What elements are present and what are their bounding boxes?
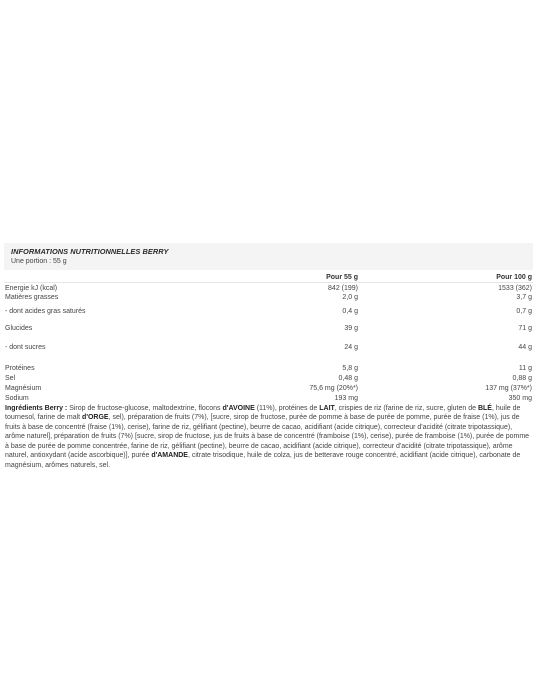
ingredients-segment: (11%), protéines de xyxy=(254,404,320,412)
value-per-100g: 0,7 g xyxy=(516,307,532,315)
value-per-portion: 39 g xyxy=(344,324,358,332)
nutrition-panel xyxy=(4,243,533,471)
table-row xyxy=(4,339,533,364)
row-label: Glucides xyxy=(5,324,33,332)
row-label: Magnésium xyxy=(5,385,42,392)
row-label: Energie kJ (kcal) xyxy=(4,283,204,293)
ingredients-segment: , crispies de riz (farine de riz, sucre, gluten de xyxy=(334,404,478,412)
ingredients-segment: , citrate trisodique, huile de colza, jus de betterave rouge concentré, acidifiant (acide citrique), carbonate de magnésium, arômes naturels, sel. xyxy=(5,452,521,470)
value-per-portion: 24 g xyxy=(344,343,358,351)
table-row xyxy=(4,394,533,404)
nutrition-title: INFORMATIONS NUTRITIONNELLES BERRY xyxy=(11,247,169,256)
table-header-row xyxy=(4,270,533,283)
value-per-100g: 3,7 g xyxy=(516,294,532,301)
column-header-100g: Pour 100 g xyxy=(496,274,532,281)
allergen-milk: LAIT xyxy=(319,404,335,412)
table-row xyxy=(4,293,533,303)
allergen-wheat: BLÉ xyxy=(477,404,492,412)
ingredients-segment: , huile de tournesol, farine de malt xyxy=(5,404,521,422)
value-per-portion: 0,4 g xyxy=(342,307,358,315)
row-label: - dont sucres xyxy=(5,343,46,351)
portion-size: Une portion : 55 g xyxy=(11,258,67,265)
value-per-100g: 1533 (362) xyxy=(358,283,533,293)
value-per-100g: 0,88 g xyxy=(512,375,532,382)
allergen-barley: d'ORGE xyxy=(82,414,109,422)
value-per-portion: 5,8 g xyxy=(342,365,358,372)
value-per-portion: 2,0 g xyxy=(342,294,358,301)
table-row xyxy=(4,283,533,293)
row-label: Matières grasses xyxy=(5,294,59,301)
value-per-100g: 44 g xyxy=(518,343,532,351)
ingredients-text xyxy=(4,404,533,471)
value-per-portion: 75,6 mg (20%*) xyxy=(309,385,358,392)
nutrition-table xyxy=(4,270,533,404)
value-per-portion: 193 mg xyxy=(334,395,358,402)
row-label: Protéines xyxy=(5,365,35,372)
table-row xyxy=(4,364,533,374)
table-row xyxy=(4,384,533,394)
ingredients-segment: , sel), préparation de fruits (7%), [sucre, sirop de fructose, purée de pomme à base de purée de pomme, purée de fraise (1%), jus de fruits à base de concentré (fraise (1%), cerise), farine de riz, gélifiant (pectine), beurre de cacao, acidifiant (acide citrique), correcteur d'acidité (citrate tripotassique), arôme naturel], préparation de fruits (7%) [sucre, sirop de fructose, jus de fruits à base de concentré (framboise (1%), cerise), purée de framboise (1%), purée de pomme à base de purée de pomme concentrée, farine de riz, gélifiant (pectine), beurre de cacao, acidifiant (acide citrique), correcteur d'acidité (citrate tripotassique), arôme naturel, antioxydant (acide ascorbique)], purée xyxy=(5,414,530,460)
value-per-portion: 842 (199) xyxy=(204,283,358,293)
nutrition-header xyxy=(4,243,533,270)
ingredients-label: Ingrédients Berry : xyxy=(5,404,68,412)
value-per-100g: 137 mg (37%*) xyxy=(485,385,532,392)
allergen-almond: d'AMANDE xyxy=(151,452,188,460)
ingredients-segment: Sirop de fructose-glucose, maltodextrine, flocons xyxy=(67,404,223,412)
table-row xyxy=(4,374,533,384)
row-label: Sel xyxy=(5,375,16,382)
row-label: - dont acides gras saturés xyxy=(5,307,86,315)
value-per-100g: 71 g xyxy=(518,324,532,332)
allergen-oats: d'AVOINE xyxy=(222,404,255,412)
value-per-100g: 11 g xyxy=(518,365,532,372)
row-label: Sodium xyxy=(5,395,29,402)
value-per-100g: 350 mg xyxy=(508,395,532,402)
table-row xyxy=(4,303,533,320)
value-per-portion: 0,48 g xyxy=(338,375,358,382)
table-row xyxy=(4,320,533,339)
column-header-55g: Pour 55 g xyxy=(326,274,358,281)
